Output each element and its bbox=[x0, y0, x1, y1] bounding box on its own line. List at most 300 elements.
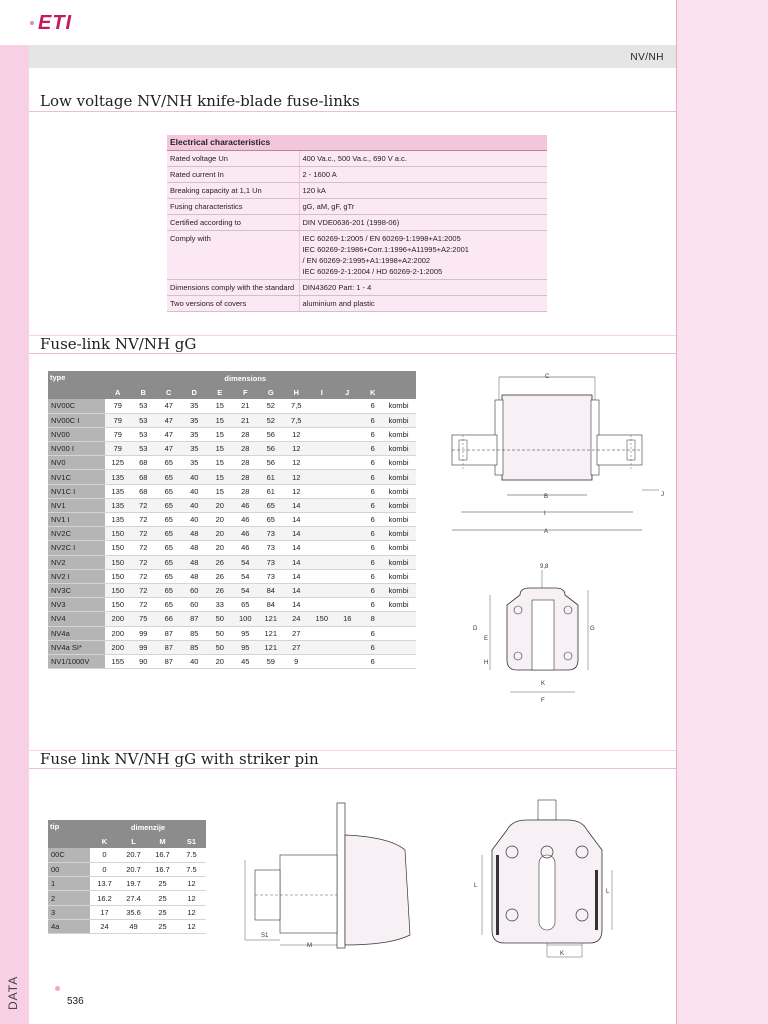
table-row bbox=[48, 862, 206, 876]
fuse-dim-cell: 53 bbox=[131, 399, 157, 413]
fuse-dim-cell: 48 bbox=[182, 527, 208, 541]
table-row bbox=[48, 848, 206, 862]
electrical-value: aluminium and plastic bbox=[299, 296, 547, 312]
striker-dim-cell: 12 bbox=[177, 919, 206, 933]
fuse-dim-cell: 14 bbox=[284, 527, 310, 541]
fuse-extra-cell bbox=[386, 612, 416, 626]
fuse-dim-cell: 66 bbox=[156, 612, 182, 626]
fuse-dim-cell bbox=[309, 442, 335, 456]
fuse-dim-cell: 15 bbox=[207, 442, 233, 456]
fuse-dim-cell: 15 bbox=[207, 413, 233, 427]
fuse-type-cell: NV00C bbox=[48, 399, 105, 413]
striker-dim-cell: 0 bbox=[90, 848, 119, 862]
striker-side-view-drawing bbox=[240, 795, 415, 955]
fuse-dim-cell: 28 bbox=[233, 442, 259, 456]
dim-c-label: C bbox=[545, 374, 550, 380]
fuse-dim-cell bbox=[309, 640, 335, 654]
fuse-dim-cell: 85 bbox=[182, 640, 208, 654]
fuse-dim-cell: 40 bbox=[182, 484, 208, 498]
fuse-dim-cell: 14 bbox=[284, 541, 310, 555]
fuse-dim-cell: 65 bbox=[156, 456, 182, 470]
striker-col-header: K bbox=[90, 834, 119, 848]
fuse-dim-cell: 73 bbox=[258, 527, 284, 541]
fuse-dim-cell bbox=[335, 442, 361, 456]
fuse-dim-cell: 72 bbox=[131, 498, 157, 512]
striker-dim-cell: 35.6 bbox=[119, 905, 148, 919]
fuse-col-header: E bbox=[207, 385, 233, 399]
fuse-dim-cell: 14 bbox=[284, 583, 310, 597]
dim-g-label: G bbox=[590, 626, 595, 632]
striker-type-cell: 00C bbox=[48, 848, 90, 862]
fuse-dim-cell bbox=[309, 456, 335, 470]
electrical-table-title: Electrical characteristics bbox=[167, 135, 547, 151]
fuse-type-cell: NV00 I bbox=[48, 442, 105, 456]
fuse-dim-cell: 99 bbox=[131, 626, 157, 640]
fuse-dim-cell: 84 bbox=[258, 583, 284, 597]
striker-dim-cell: 13.7 bbox=[90, 877, 119, 891]
fuse-dim-cell: 28 bbox=[233, 427, 259, 441]
fuse-type-cell: NV2 I bbox=[48, 569, 105, 583]
fuse-dim-cell: 59 bbox=[258, 654, 284, 668]
fuse-dim-cell: 75 bbox=[131, 612, 157, 626]
electrical-label: Two versions of covers bbox=[167, 296, 299, 312]
fuse-type-cell: NV2 bbox=[48, 555, 105, 569]
fuse-dim-cell: 73 bbox=[258, 569, 284, 583]
table-row bbox=[48, 527, 416, 541]
fuse-dim-cell: 12 bbox=[284, 427, 310, 441]
dim-j-label: J bbox=[661, 492, 664, 498]
fuse-type-cell: NV2C I bbox=[48, 541, 105, 555]
fuse-dim-cell: 65 bbox=[156, 569, 182, 583]
fuse-dim-cell: 56 bbox=[258, 442, 284, 456]
fuse-extra-cell bbox=[386, 654, 416, 668]
fuse-dim-cell: 27 bbox=[284, 626, 310, 640]
fuse-dim-cell: 135 bbox=[105, 513, 131, 527]
fuse-dim-cell: 72 bbox=[131, 598, 157, 612]
fuse-type-cell: NV3 bbox=[48, 598, 105, 612]
fuse-extra-cell: kombi bbox=[386, 442, 416, 456]
fuse-col-header: F bbox=[233, 385, 259, 399]
fuse-dim-cell: 65 bbox=[156, 498, 182, 512]
fuse-dim-cell: 72 bbox=[131, 541, 157, 555]
fuse-dim-cell: 200 bbox=[105, 612, 131, 626]
fuse-dim-cell: 21 bbox=[233, 413, 259, 427]
table-row bbox=[48, 456, 416, 470]
table-row bbox=[48, 498, 416, 512]
table-row bbox=[48, 891, 206, 905]
fuse-dim-cell: 6 bbox=[360, 541, 386, 555]
fuse-extra-cell bbox=[386, 626, 416, 640]
fuse-dim-cell: 65 bbox=[156, 541, 182, 555]
dim-l-left-label: L bbox=[474, 883, 478, 889]
fuse-dim-cell: 150 bbox=[309, 612, 335, 626]
fuse-dim-cell: 14 bbox=[284, 498, 310, 512]
dim-d-label: D bbox=[473, 626, 478, 632]
fuse-dim-cell: 6 bbox=[360, 427, 386, 441]
fuse-dim-cell: 72 bbox=[131, 513, 157, 527]
fuse-dim-cell bbox=[335, 654, 361, 668]
fuse-dim-cell: 65 bbox=[156, 484, 182, 498]
fuse-dim-cell: 52 bbox=[258, 413, 284, 427]
fuse-dim-cell: 72 bbox=[131, 583, 157, 597]
fuse-dim-cell: 12 bbox=[284, 470, 310, 484]
fuse-dim-cell: 47 bbox=[156, 442, 182, 456]
electrical-label: Dimensions comply with the standard bbox=[167, 280, 299, 296]
left-margin-strip bbox=[0, 45, 29, 1024]
fuse-dim-cell: 40 bbox=[182, 498, 208, 512]
header-bar bbox=[29, 45, 676, 68]
electrical-row bbox=[167, 151, 547, 167]
striker-dim-cell: 20.7 bbox=[119, 848, 148, 862]
fuse-dim-cell: 47 bbox=[156, 399, 182, 413]
fuse-extra-cell: kombi bbox=[386, 470, 416, 484]
fuse-dim-cell bbox=[335, 541, 361, 555]
electrical-characteristics-table bbox=[167, 135, 547, 312]
electrical-row bbox=[167, 231, 547, 280]
table-row bbox=[48, 442, 416, 456]
fuse-dim-cell: 73 bbox=[258, 541, 284, 555]
striker-type-cell: 4a bbox=[48, 919, 90, 933]
fuse-dim-cell: 150 bbox=[105, 569, 131, 583]
fuse-type-cell: NV0 bbox=[48, 456, 105, 470]
fuse-dim-cell: 6 bbox=[360, 470, 386, 484]
table-row bbox=[48, 470, 416, 484]
dim-s1-label: S1 bbox=[261, 933, 269, 939]
table-row bbox=[48, 569, 416, 583]
fuse-dim-cell: 12 bbox=[284, 484, 310, 498]
table-row bbox=[48, 427, 416, 441]
electrical-value: gG, aM, gF, gTr bbox=[299, 199, 547, 215]
fuse-dim-cell: 73 bbox=[258, 555, 284, 569]
electrical-value: IEC 60269-1:2005 / EN 60269-1:1998+A1:2005 IEC 60269-2:1986+Corr.1:1996+A11995+A2:2001 / EN 60269-2:1995+A1:1998+A2:2002 IEC 60269-2-1:2004 / HD 60269-2-1:2005 bbox=[299, 231, 547, 280]
fuse-front-view-drawing bbox=[470, 560, 600, 710]
table-row bbox=[48, 484, 416, 498]
fuse-type-cell: NV4a bbox=[48, 626, 105, 640]
fuse-type-cell: NV4a SI* bbox=[48, 640, 105, 654]
fuse-dim-cell: 6 bbox=[360, 498, 386, 512]
fuse-side-view-drawing bbox=[447, 370, 672, 540]
fuse-dim-cell: 85 bbox=[182, 626, 208, 640]
fuse-type-cell: NV4 bbox=[48, 612, 105, 626]
dim-l-right-label: L bbox=[606, 889, 610, 895]
fuse-extra-cell: kombi bbox=[386, 569, 416, 583]
striker-dimensions-table bbox=[48, 820, 206, 934]
page-number: 536 bbox=[67, 996, 84, 1007]
striker-dim-cell: 24 bbox=[90, 919, 119, 933]
fuse-dim-cell: 20 bbox=[207, 654, 233, 668]
fuse-type-cell: NV1C I bbox=[48, 484, 105, 498]
fuse-dim-cell: 6 bbox=[360, 583, 386, 597]
fuse-col-header: C bbox=[156, 385, 182, 399]
fuse-dim-cell bbox=[309, 583, 335, 597]
fuse-dim-cell: 121 bbox=[258, 626, 284, 640]
fuse-dim-cell: 150 bbox=[105, 583, 131, 597]
fuse-col-header: A bbox=[105, 385, 131, 399]
fuse-dim-cell: 65 bbox=[156, 598, 182, 612]
fuse-dim-cell: 87 bbox=[156, 626, 182, 640]
fuse-dim-cell: 79 bbox=[105, 399, 131, 413]
fuse-dim-cell: 7,5 bbox=[284, 399, 310, 413]
fuse-dim-cell bbox=[309, 513, 335, 527]
striker-front-view-drawing bbox=[472, 795, 632, 965]
fuse-type-cell: NV00 bbox=[48, 427, 105, 441]
fuse-dim-cell: 6 bbox=[360, 654, 386, 668]
fuse-dim-cell bbox=[309, 399, 335, 413]
right-margin-line bbox=[676, 0, 677, 1024]
fuse-dimensions-table bbox=[48, 371, 416, 669]
table-row bbox=[48, 399, 416, 413]
fuse-dim-cell: 65 bbox=[233, 598, 259, 612]
fuse-dim-cell bbox=[335, 470, 361, 484]
dim-k-striker-label: K bbox=[560, 951, 565, 957]
fuse-dimensions-header: dimensions bbox=[105, 371, 386, 385]
fuse-col-header: G bbox=[258, 385, 284, 399]
right-margin-strip bbox=[676, 0, 768, 1024]
striker-dim-cell: 25 bbox=[148, 905, 177, 919]
electrical-label: Rated current In bbox=[167, 167, 299, 183]
electrical-value: 120 kA bbox=[299, 183, 547, 199]
fuse-extra-cell: kombi bbox=[386, 583, 416, 597]
electrical-label: Rated voltage Un bbox=[167, 151, 299, 167]
side-data-label: DATA bbox=[6, 975, 20, 1010]
fuse-dim-cell: 52 bbox=[258, 399, 284, 413]
fuse-dim-cell: 46 bbox=[233, 527, 259, 541]
fuse-dim-cell: 33 bbox=[207, 598, 233, 612]
fuse-dim-cell: 65 bbox=[156, 583, 182, 597]
fuse-dim-cell: 56 bbox=[258, 456, 284, 470]
electrical-row bbox=[167, 215, 547, 231]
table-row bbox=[48, 626, 416, 640]
fuse-dim-cell: 200 bbox=[105, 626, 131, 640]
fuse-dim-cell bbox=[335, 598, 361, 612]
striker-col-header: L bbox=[119, 834, 148, 848]
fuse-dim-cell bbox=[335, 413, 361, 427]
fuse-dim-cell: 72 bbox=[131, 527, 157, 541]
fuse-dim-cell: 28 bbox=[233, 470, 259, 484]
fuse-dim-cell bbox=[335, 498, 361, 512]
electrical-row bbox=[167, 199, 547, 215]
fuse-dim-cell: 53 bbox=[131, 442, 157, 456]
fuse-type-cell: NV1/1000V bbox=[48, 654, 105, 668]
fuse-extra-cell: kombi bbox=[386, 598, 416, 612]
fuse-dim-cell: 68 bbox=[131, 484, 157, 498]
fuse-dim-cell: 20 bbox=[207, 513, 233, 527]
striker-col-header: S1 bbox=[177, 834, 206, 848]
fuse-col-header: D bbox=[182, 385, 208, 399]
fuse-dim-cell: 50 bbox=[207, 626, 233, 640]
fuse-dim-cell: 20 bbox=[207, 541, 233, 555]
fuse-dim-cell: 6 bbox=[360, 413, 386, 427]
fuse-dim-cell: 6 bbox=[360, 527, 386, 541]
fuse-dim-cell: 50 bbox=[207, 640, 233, 654]
striker-title-rule bbox=[29, 768, 676, 769]
fuse-dim-cell: 61 bbox=[258, 484, 284, 498]
fuse-extra-cell: kombi bbox=[386, 484, 416, 498]
fuse-extra-cell: kombi bbox=[386, 399, 416, 413]
fuse-dim-cell: 6 bbox=[360, 513, 386, 527]
eti-logo: ETI bbox=[38, 12, 73, 34]
logo-dot bbox=[30, 21, 34, 25]
striker-type-cell: 3 bbox=[48, 905, 90, 919]
fuse-dim-cell: 35 bbox=[182, 442, 208, 456]
fuse-dim-cell: 95 bbox=[233, 640, 259, 654]
fuse-extra-header bbox=[386, 371, 416, 399]
fuse-dim-cell bbox=[309, 484, 335, 498]
fuse-dim-cell: 26 bbox=[207, 583, 233, 597]
table-row bbox=[48, 640, 416, 654]
fuse-title: Fuse-link NV/NH gG bbox=[40, 335, 197, 353]
striker-dim-cell: 49 bbox=[119, 919, 148, 933]
fuse-dim-cell: 7,5 bbox=[284, 413, 310, 427]
fuse-dim-cell: 48 bbox=[182, 555, 208, 569]
table-row bbox=[48, 905, 206, 919]
fuse-dim-cell: 14 bbox=[284, 598, 310, 612]
dim-e-label: E bbox=[484, 636, 489, 642]
fuse-dim-cell: 65 bbox=[258, 513, 284, 527]
fuse-dim-cell bbox=[335, 456, 361, 470]
fuse-dim-cell: 79 bbox=[105, 413, 131, 427]
fuse-dim-cell bbox=[335, 527, 361, 541]
fuse-col-header: I bbox=[309, 385, 335, 399]
dim-top-label: 9,8 bbox=[540, 564, 549, 570]
fuse-extra-cell: kombi bbox=[386, 498, 416, 512]
fuse-dim-cell: 6 bbox=[360, 399, 386, 413]
fuse-dim-cell: 6 bbox=[360, 484, 386, 498]
fuse-dim-cell bbox=[309, 470, 335, 484]
fuse-extra-cell: kombi bbox=[386, 427, 416, 441]
electrical-row bbox=[167, 167, 547, 183]
fuse-dim-cell: 135 bbox=[105, 470, 131, 484]
fuse-dim-cell: 90 bbox=[131, 654, 157, 668]
fuse-dim-cell: 6 bbox=[360, 555, 386, 569]
dim-i-label: I bbox=[544, 511, 546, 517]
fuse-dim-cell: 84 bbox=[258, 598, 284, 612]
table-row bbox=[48, 919, 206, 933]
fuse-dim-cell: 87 bbox=[156, 654, 182, 668]
fuse-dim-cell: 46 bbox=[233, 513, 259, 527]
fuse-dim-cell: 68 bbox=[131, 470, 157, 484]
fuse-dim-cell: 26 bbox=[207, 569, 233, 583]
dim-h-label: H bbox=[484, 660, 489, 666]
fuse-dim-cell: 15 bbox=[207, 399, 233, 413]
fuse-dim-cell: 40 bbox=[182, 654, 208, 668]
fuse-dim-cell: 9 bbox=[284, 654, 310, 668]
electrical-label: Comply with bbox=[167, 231, 299, 280]
striker-dim-cell: 25 bbox=[148, 891, 177, 905]
fuse-dim-cell: 65 bbox=[156, 513, 182, 527]
table-row bbox=[48, 541, 416, 555]
table-row bbox=[48, 654, 416, 668]
fuse-dim-cell: 72 bbox=[131, 555, 157, 569]
fuse-dim-cell: 65 bbox=[156, 555, 182, 569]
fuse-dim-cell: 24 bbox=[284, 612, 310, 626]
fuse-dim-cell: 15 bbox=[207, 470, 233, 484]
striker-dim-cell: 16.7 bbox=[148, 862, 177, 876]
fuse-extra-cell: kombi bbox=[386, 541, 416, 555]
fuse-col-header: J bbox=[335, 385, 361, 399]
fuse-dim-cell: 121 bbox=[258, 640, 284, 654]
striker-dim-cell: 7.5 bbox=[177, 862, 206, 876]
fuse-dim-cell: 47 bbox=[156, 427, 182, 441]
fuse-dim-cell: 60 bbox=[182, 598, 208, 612]
fuse-dim-cell: 8 bbox=[360, 612, 386, 626]
fuse-dim-cell: 12 bbox=[284, 442, 310, 456]
electrical-label: Fusing characteristics bbox=[167, 199, 299, 215]
fuse-dim-cell bbox=[335, 427, 361, 441]
striker-dim-cell: 16.2 bbox=[90, 891, 119, 905]
fuse-dim-cell: 68 bbox=[131, 456, 157, 470]
table-row bbox=[48, 555, 416, 569]
fuse-dim-cell bbox=[309, 654, 335, 668]
fuse-dim-cell: 79 bbox=[105, 427, 131, 441]
fuse-dim-cell: 121 bbox=[258, 612, 284, 626]
fuse-dim-cell: 65 bbox=[258, 498, 284, 512]
fuse-dim-cell: 65 bbox=[156, 470, 182, 484]
fuse-dim-cell: 53 bbox=[131, 427, 157, 441]
fuse-dim-cell: 48 bbox=[182, 541, 208, 555]
fuse-dim-cell: 46 bbox=[233, 498, 259, 512]
table-row bbox=[48, 513, 416, 527]
striker-col-header: M bbox=[148, 834, 177, 848]
electrical-label: Breaking capacity at 1,1 Un bbox=[167, 183, 299, 199]
electrical-value: DIN43620 Part: 1 - 4 bbox=[299, 280, 547, 296]
striker-dim-cell: 20.7 bbox=[119, 862, 148, 876]
table-row bbox=[48, 413, 416, 427]
fuse-type-cell: NV1 bbox=[48, 498, 105, 512]
striker-dim-cell: 25 bbox=[148, 877, 177, 891]
electrical-value: 2 - 1600 A bbox=[299, 167, 547, 183]
striker-type-cell: 1 bbox=[48, 877, 90, 891]
fuse-extra-cell bbox=[386, 640, 416, 654]
fuse-dim-cell bbox=[309, 569, 335, 583]
dim-b-label: B bbox=[544, 494, 549, 500]
fuse-dim-cell: 35 bbox=[182, 413, 208, 427]
fuse-dim-cell: 35 bbox=[182, 456, 208, 470]
fuse-col-header: B bbox=[131, 385, 157, 399]
electrical-label: Certified according to bbox=[167, 215, 299, 231]
fuse-dim-cell: 6 bbox=[360, 640, 386, 654]
fuse-dim-cell: 20 bbox=[207, 498, 233, 512]
fuse-dim-cell: 150 bbox=[105, 555, 131, 569]
electrical-row bbox=[167, 296, 547, 312]
fuse-dim-cell: 135 bbox=[105, 484, 131, 498]
fuse-dim-cell: 87 bbox=[182, 612, 208, 626]
fuse-col-header: H bbox=[284, 385, 310, 399]
fuse-dim-cell: 135 bbox=[105, 498, 131, 512]
fuse-dim-cell: 6 bbox=[360, 598, 386, 612]
fuse-dim-cell: 150 bbox=[105, 527, 131, 541]
fuse-dim-cell: 100 bbox=[233, 612, 259, 626]
fuse-extra-cell: kombi bbox=[386, 527, 416, 541]
fuse-dim-cell: 28 bbox=[233, 456, 259, 470]
fuse-dim-cell: 14 bbox=[284, 569, 310, 583]
dim-f-label: F bbox=[541, 698, 545, 704]
fuse-col-header: K bbox=[360, 385, 386, 399]
fuse-dim-cell: 6 bbox=[360, 626, 386, 640]
fuse-dim-cell: 47 bbox=[156, 413, 182, 427]
fuse-dim-cell bbox=[309, 626, 335, 640]
fuse-dim-cell: 200 bbox=[105, 640, 131, 654]
fuse-dim-cell: 87 bbox=[156, 640, 182, 654]
table-row bbox=[48, 598, 416, 612]
striker-dim-cell: 12 bbox=[177, 905, 206, 919]
fuse-type-header: type bbox=[48, 371, 105, 399]
fuse-extra-cell: kombi bbox=[386, 513, 416, 527]
fuse-extra-cell: kombi bbox=[386, 456, 416, 470]
fuse-dim-cell: 60 bbox=[182, 583, 208, 597]
fuse-dim-cell bbox=[335, 583, 361, 597]
main-title-rule bbox=[29, 111, 676, 112]
